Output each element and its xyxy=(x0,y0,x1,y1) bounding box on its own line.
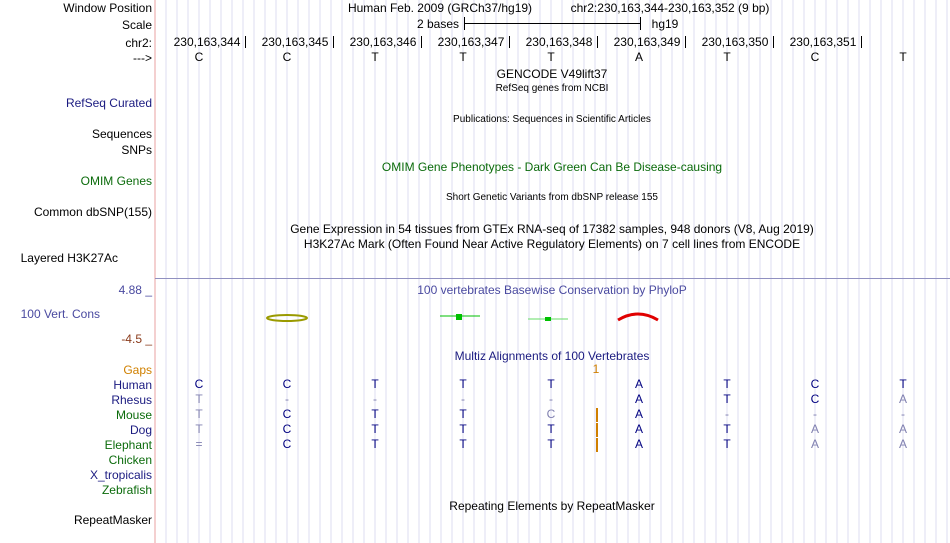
coordinate-label: 230,163,344 xyxy=(173,35,241,49)
aligned-base: A xyxy=(634,437,643,451)
coordinate-tick xyxy=(509,36,510,48)
repeatmasker-track-title[interactable]: Repeating Elements by RepeatMasker xyxy=(449,499,655,513)
aligned-base: T xyxy=(371,437,379,451)
coordinate-tick xyxy=(333,36,334,48)
h3k27ac-track-label[interactable]: Layered H3K27Ac xyxy=(20,251,118,265)
coordinate-label: 230,163,348 xyxy=(525,35,593,49)
aligned-base: T xyxy=(371,377,379,391)
aligned-base: - xyxy=(285,392,289,406)
multiz-track-title[interactable]: Multiz Alignments of 100 Vertebrates xyxy=(454,349,650,363)
coordinate-label: 230,163,349 xyxy=(613,35,681,49)
coordinate-tick xyxy=(421,36,422,48)
gaps-label: Gaps xyxy=(123,363,152,377)
phylop-min-label: -4.5 _ xyxy=(121,332,152,346)
phylop-track-label[interactable]: 100 Vert. Cons xyxy=(20,307,100,321)
window-position-label: Window Position xyxy=(63,1,152,15)
track-separator xyxy=(155,278,950,279)
aligned-base: - xyxy=(461,392,465,406)
coordinate-label: 230,163,345 xyxy=(261,35,329,49)
publications-track-title[interactable]: Publications: Sequences in Scientific Articles xyxy=(453,114,651,125)
species-label[interactable]: X_tropicalis xyxy=(89,468,152,482)
aligned-base: T xyxy=(195,422,203,436)
aligned-base: T xyxy=(459,422,467,436)
aligned-base: T xyxy=(195,407,203,421)
coordinate-label: 230,163,350 xyxy=(701,35,769,49)
reference-base: C xyxy=(194,50,204,64)
reference-base: T xyxy=(547,50,555,64)
scale-db-text: hg19 xyxy=(651,17,679,31)
aligned-base: C xyxy=(282,422,292,436)
aligned-base: T xyxy=(195,392,203,406)
aligned-base: C xyxy=(282,377,292,391)
scale-bases-text: 2 bases xyxy=(416,17,460,31)
scale-label: Scale xyxy=(121,18,152,32)
aligned-base: C xyxy=(546,407,556,421)
dbsnp-track-label[interactable]: Common dbSNP(155) xyxy=(33,205,152,219)
coordinate-tick xyxy=(861,36,862,48)
aligned-base: A xyxy=(634,422,643,436)
phylop-green-bar-1 xyxy=(456,314,462,320)
coordinate-tick xyxy=(685,36,686,48)
aligned-base: C xyxy=(194,377,204,391)
aligned-base: A xyxy=(810,437,819,451)
aligned-base: T xyxy=(547,437,555,451)
aligned-base: - xyxy=(813,407,817,421)
coordinate-label: 230,163,347 xyxy=(437,35,505,49)
aligned-base: - xyxy=(901,407,905,421)
phylop-red-mark xyxy=(618,314,658,320)
dbsnp-track-title[interactable]: Short Genetic Variants from dbSNP release 155 xyxy=(446,192,658,203)
aligned-base: A xyxy=(634,377,643,391)
species-label[interactable]: Mouse xyxy=(115,408,152,422)
species-label[interactable]: Chicken xyxy=(108,453,152,467)
aligned-base: T xyxy=(723,392,731,406)
coordinate-label: 230,163,351 xyxy=(789,35,857,49)
omim-track-title[interactable]: OMIM Gene Phenotypes - Dark Green Can Be Disease-causing xyxy=(381,160,723,174)
gencode-track-title[interactable]: GENCODE V49lift37 xyxy=(496,67,608,81)
species-label[interactable]: Human xyxy=(113,378,152,392)
h3k27ac-track-title[interactable]: H3K27Ac Mark (Often Found Near Active Regulatory Elements) on 7 cell lines from ENCODE xyxy=(303,237,801,251)
insertion-marker xyxy=(596,408,598,422)
aligned-base: C xyxy=(810,392,820,406)
aligned-base: T xyxy=(723,377,731,391)
aligned-base: A xyxy=(898,392,907,406)
reference-base: T xyxy=(459,50,467,64)
reference-base: A xyxy=(634,50,643,64)
aligned-base: A xyxy=(898,422,907,436)
snps-track-label[interactable]: SNPs xyxy=(121,143,152,157)
aligned-base: T xyxy=(723,437,731,451)
aligned-base: C xyxy=(810,377,820,391)
coordinate-tick xyxy=(773,36,774,48)
aligned-base: = xyxy=(195,437,203,451)
reference-base: T xyxy=(899,50,907,64)
chromosome-label: chr2: xyxy=(125,36,152,50)
scale-bar-right-tick xyxy=(640,17,641,30)
aligned-base: T xyxy=(899,377,907,391)
aligned-base: T xyxy=(547,422,555,436)
aligned-base: A xyxy=(634,392,643,406)
reference-base: C xyxy=(282,50,292,64)
reference-base: T xyxy=(371,50,379,64)
assembly-name: Human Feb. 2009 (GRCh37/hg19) xyxy=(347,1,533,15)
species-label[interactable]: Dog xyxy=(129,423,152,437)
coordinate-tick xyxy=(597,36,598,48)
aligned-base: C xyxy=(282,437,292,451)
coordinate-tick xyxy=(245,36,246,48)
omim-track-label[interactable]: OMIM Genes xyxy=(80,174,152,188)
aligned-base: C xyxy=(282,407,292,421)
aligned-base: - xyxy=(549,392,553,406)
aligned-base: T xyxy=(547,377,555,391)
aligned-base: T xyxy=(459,377,467,391)
reference-base: T xyxy=(723,50,731,64)
refseq-track-label[interactable]: RefSeq Curated xyxy=(65,96,152,110)
aligned-base: A xyxy=(634,407,643,421)
aligned-base: T xyxy=(371,422,379,436)
aligned-base: A xyxy=(898,437,907,451)
scale-bar-left-tick xyxy=(464,17,465,30)
phylop-olive-mark xyxy=(267,315,307,321)
strand-label: ---> xyxy=(133,51,152,65)
insertion-marker xyxy=(596,438,598,452)
aligned-base: - xyxy=(725,407,729,421)
aligned-base: T xyxy=(723,422,731,436)
species-label[interactable]: Zebrafish xyxy=(101,483,152,497)
repeatmasker-track-label[interactable]: RepeatMasker xyxy=(73,513,152,527)
phylop-max-label: 4.88 _ xyxy=(118,283,152,297)
phylop-signal[interactable] xyxy=(0,300,950,330)
gtex-track-title[interactable]: Gene Expression in 54 tissues from GTEx RNA-seq of 17382 samples, 948 donors (V8, Aug 2019) xyxy=(290,222,814,236)
reference-base: C xyxy=(810,50,820,64)
sequences-track-label[interactable]: Sequences xyxy=(91,127,152,141)
phylop-track-title[interactable]: 100 vertebrates Basewise Conservation by PhyloP xyxy=(417,283,687,297)
species-label[interactable]: Rhesus xyxy=(111,393,152,407)
aligned-base: T xyxy=(459,407,467,421)
scale-bar xyxy=(464,23,640,24)
coordinate-label: 230,163,346 xyxy=(349,35,417,49)
aligned-base: T xyxy=(371,407,379,421)
insertion-marker xyxy=(596,423,598,437)
aligned-base: T xyxy=(459,437,467,451)
gap-count: 1 xyxy=(592,362,600,376)
species-label[interactable]: Elephant xyxy=(104,438,152,452)
aligned-base: A xyxy=(810,422,819,436)
aligned-base: - xyxy=(373,392,377,406)
phylop-green-bar-2 xyxy=(545,317,551,321)
position-text: chr2:230,163,344-230,163,352 (9 bp) xyxy=(570,1,770,15)
refseq-track-subtitle[interactable]: RefSeq genes from NCBI xyxy=(495,83,609,94)
